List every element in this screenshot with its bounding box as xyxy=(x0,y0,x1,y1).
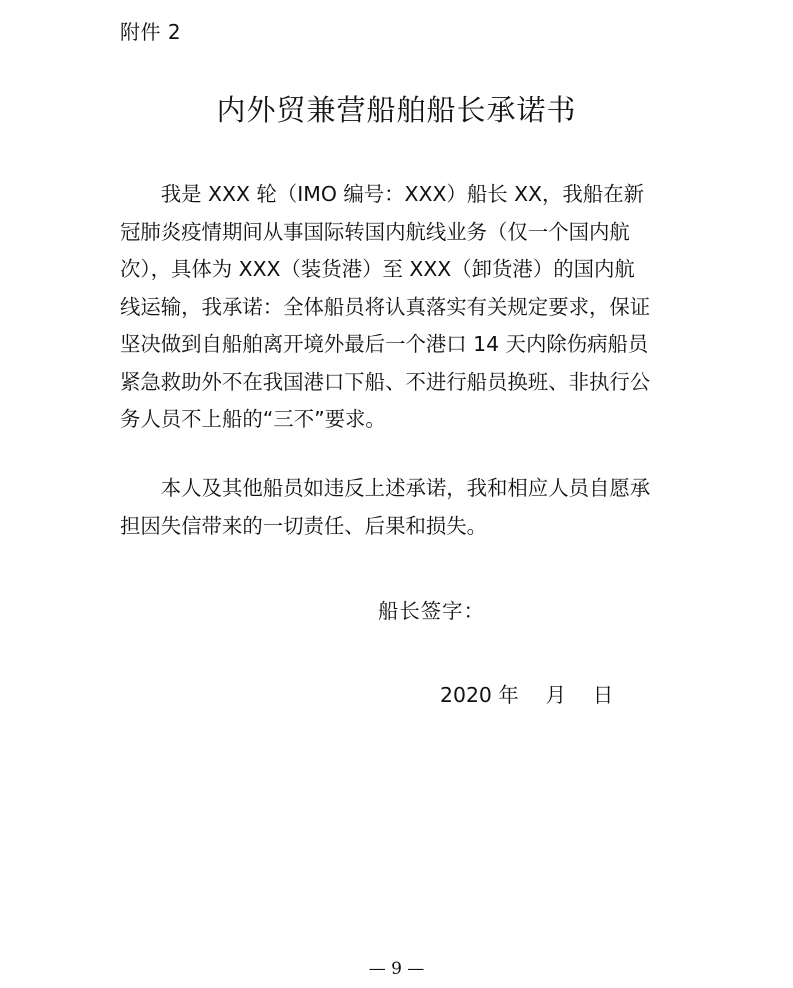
captain-signature-label: 船长签字： xyxy=(378,599,485,623)
paragraph-line: 冠肺炎疫情期间从事国际转国内航线业务（仅一个国内航 xyxy=(120,219,630,244)
paragraph-line: 次），具体为 XXX（装货港）至 XXX（卸货港）的国内航 xyxy=(120,257,635,281)
attachment-label: 附件 2 xyxy=(120,20,182,44)
paragraph-line: 我是 XXX 轮（IMO 编号：XXX）船长 XX，我船在新 xyxy=(120,182,644,206)
paragraph-line: 担因失信带来的一切责任、后果和损失。 xyxy=(120,513,488,538)
commitment-paragraph-1 xyxy=(120,176,680,439)
paragraph-line: 线运输，我承诺：全体船员将认真落实有关规定要求，保证 xyxy=(120,294,651,319)
paragraph-line: 紧急救助外不在我国港口下船、不进行船员换班、非执行公 xyxy=(120,369,651,394)
document-title: 内外贸兼营船舶船长承诺书 xyxy=(216,93,577,127)
page-number: — 9 — xyxy=(368,959,425,979)
paragraph-line: 务人员不上船的“三不”要求。 xyxy=(120,407,386,431)
commitment-paragraph-2 xyxy=(120,470,680,545)
paragraph-line: 坚决做到自船舶离开境外最后一个港口 14 天内除伤病船员 xyxy=(120,332,649,356)
date-line: 2020 年 月 日 xyxy=(440,683,614,707)
paragraph-line: 本人及其他船员如违反上述承诺，我和相应人员自愿承 xyxy=(120,476,651,500)
